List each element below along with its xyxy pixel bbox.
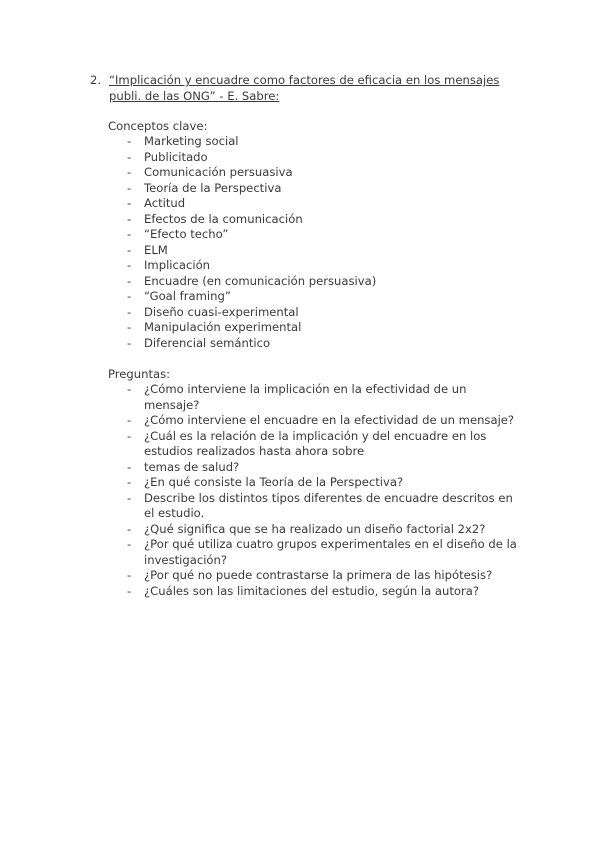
- concept-text: Marketing social: [144, 134, 239, 148]
- concept-text: Manipulación experimental: [144, 320, 302, 334]
- list-dash: -: [127, 583, 132, 598]
- list-dash: -: [127, 149, 132, 164]
- concept-item: [108, 227, 528, 243]
- concepts-label: Conceptos clave:: [108, 119, 208, 133]
- list-dash: -: [127, 413, 132, 427]
- concept-item: [108, 165, 528, 181]
- concept-text: Implicación: [144, 258, 211, 272]
- concept-item: [108, 181, 528, 197]
- list-dash: -: [127, 258, 132, 272]
- section-heading: [90, 73, 530, 104]
- question-text: ¿Por qué utiliza cuatro grupos experimentales en el diseño de la investigación?: [144, 537, 517, 567]
- list-dash: -: [127, 428, 132, 443]
- concept-item: [108, 320, 528, 336]
- question-text: ¿Cuáles son las limitaciones del estudio, según la autora?: [144, 583, 480, 598]
- question-item: [108, 460, 518, 476]
- question-item: [108, 475, 518, 491]
- list-dash: -: [127, 304, 132, 319]
- question-text: ¿Por qué no puede contrastarse la primera de las hipótesis?: [144, 568, 493, 582]
- concept-text: Publicitado: [144, 149, 208, 164]
- list-dash: -: [127, 289, 132, 303]
- list-dash: -: [127, 165, 132, 179]
- question-text: Describe los distintos tipos diferentes de encuadre descritos en el estudio.: [144, 490, 513, 520]
- question-item: [108, 522, 518, 538]
- question-item: [108, 413, 518, 429]
- question-item: [108, 568, 518, 584]
- list-dash: -: [127, 459, 132, 474]
- concept-text: Diferencial semántico: [144, 335, 271, 350]
- list-dash: -: [127, 242, 132, 257]
- list-dash: -: [127, 335, 132, 350]
- concept-item: [108, 212, 528, 228]
- concept-text: “Efecto techo”: [144, 227, 229, 241]
- list-dash: -: [127, 568, 132, 582]
- concept-item: [108, 258, 528, 274]
- list-dash: -: [127, 475, 132, 489]
- concept-item: [108, 336, 528, 352]
- list-dash: -: [127, 521, 132, 536]
- concept-item: [108, 243, 528, 259]
- concept-item: [108, 274, 528, 290]
- list-dash: -: [127, 382, 132, 396]
- list-dash: -: [127, 180, 132, 195]
- list-dash: -: [127, 273, 132, 288]
- concept-text: Diseño cuasi-experimental: [144, 304, 299, 319]
- concept-text: Teoría de la Perspectiva: [144, 180, 282, 195]
- list-dash: -: [127, 490, 132, 505]
- section-title: “Implicación y encuadre como factores de eficacia en los mensajes publi. de las ONG” - E. Sabre:: [109, 73, 500, 103]
- question-text: ¿En qué consiste la Teoría de la Perspectiva?: [144, 475, 404, 489]
- question-item: [108, 584, 518, 600]
- question-item: [108, 537, 518, 568]
- concept-text: ELM: [144, 242, 168, 257]
- question-item: [108, 429, 518, 460]
- question-text: ¿Cómo interviene el encuadre en la efectividad de un mensaje?: [144, 413, 515, 427]
- question-text: ¿Cómo interviene la implicación en la efectividad de un mensaje?: [144, 382, 467, 412]
- concept-text: Comunicación persuasiva: [144, 165, 293, 179]
- concept-item: [108, 305, 528, 321]
- concept-text: “Goal framing”: [144, 289, 231, 303]
- concept-item: [108, 150, 528, 166]
- question-text: temas de salud?: [144, 459, 240, 474]
- question-item: [108, 491, 518, 522]
- question-text: ¿Qué significa que se ha realizado un diseño factorial 2x2?: [144, 521, 486, 536]
- list-dash: -: [127, 537, 132, 551]
- concept-text: Actitud: [144, 196, 186, 210]
- list-dash: -: [127, 227, 132, 241]
- list-dash: -: [127, 211, 132, 226]
- concept-item: [108, 134, 528, 150]
- concepts-list: [108, 134, 528, 351]
- list-dash: -: [127, 320, 132, 334]
- concept-text: Efectos de la comunicación: [144, 211, 303, 226]
- question-item: [108, 382, 518, 413]
- concept-text: Encuadre (en comunicación persuasiva): [144, 273, 377, 288]
- concept-item: [108, 196, 528, 212]
- concept-item: [108, 289, 528, 305]
- question-text: ¿Cuál es la relación de la implicación y del encuadre en los estudios realizados hasta ahora sobre: [144, 428, 487, 458]
- list-dash: -: [127, 196, 132, 210]
- section-number: 2.: [90, 73, 102, 87]
- questions-list: [108, 382, 518, 599]
- questions-label: Preguntas:: [108, 367, 171, 381]
- list-dash: -: [127, 134, 132, 148]
